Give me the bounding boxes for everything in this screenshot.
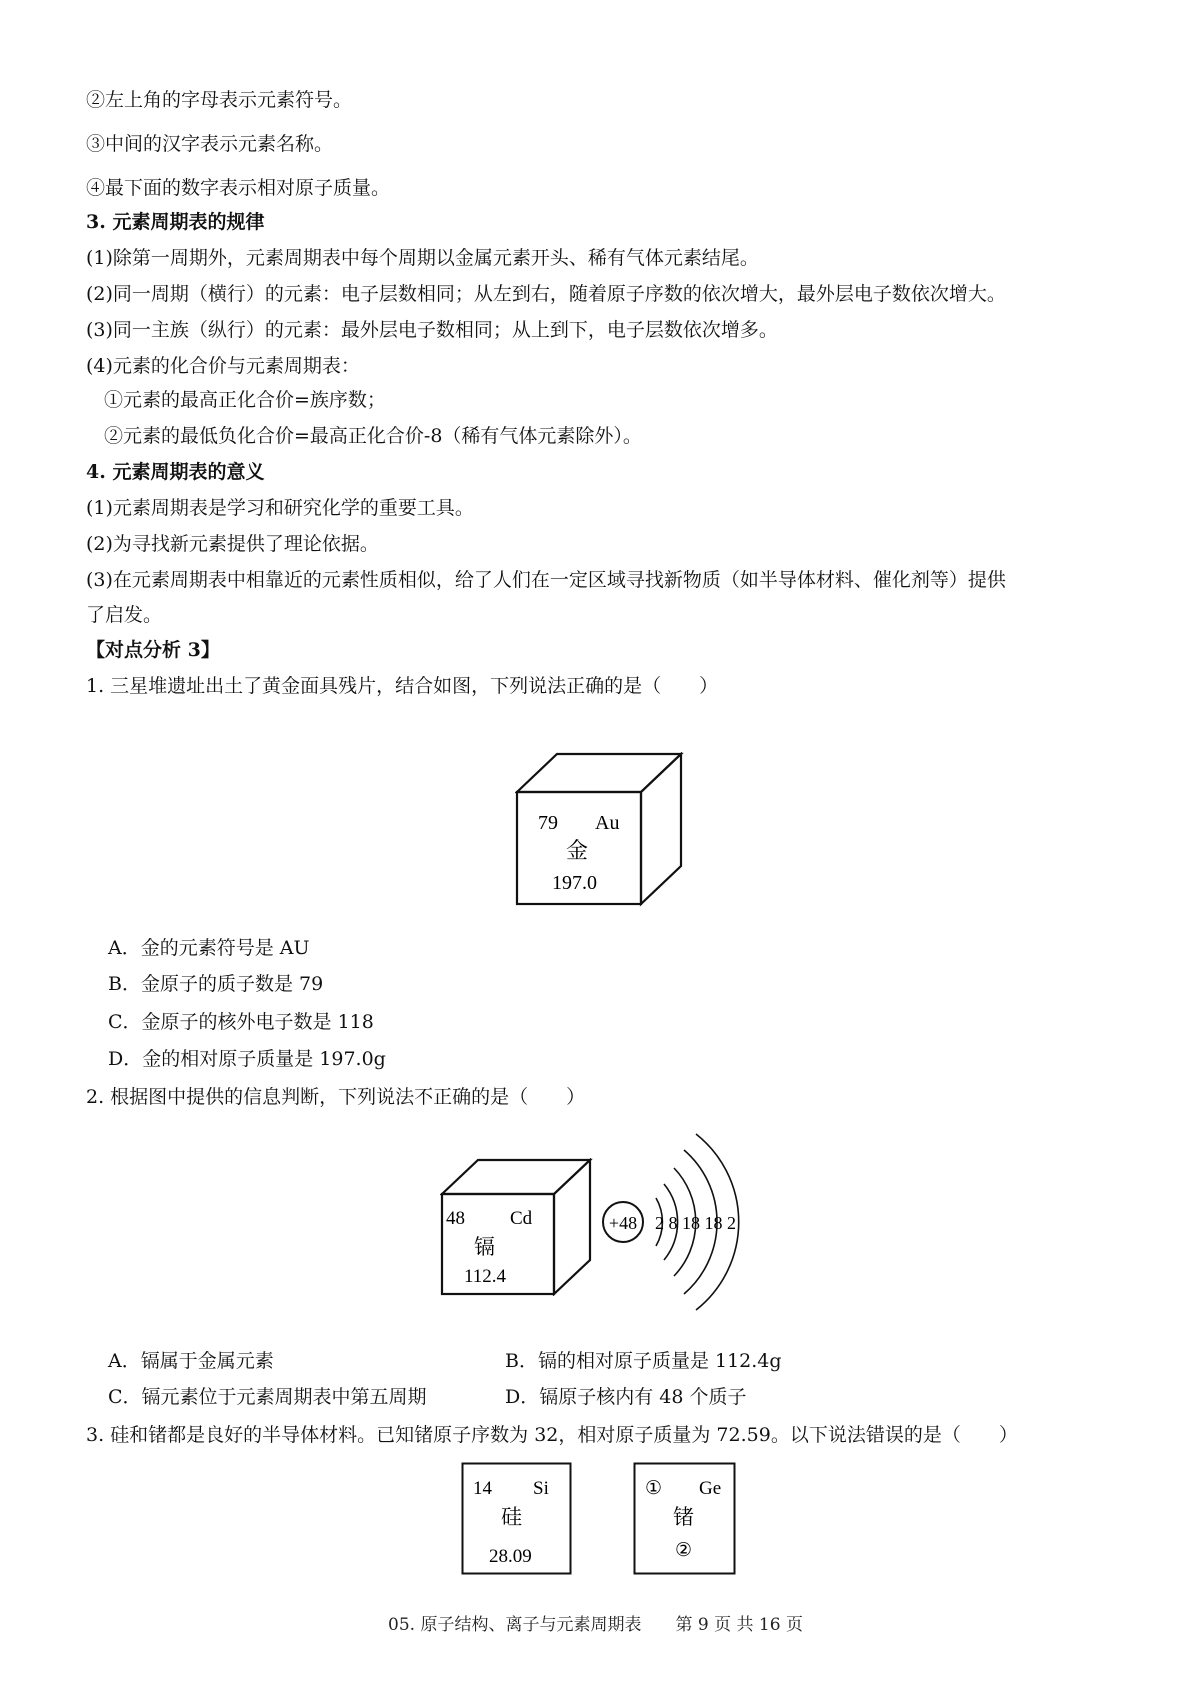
element-number: 48 xyxy=(446,1208,465,1229)
text-line: ③中间的汉字表示元素名称。 xyxy=(86,133,334,155)
question-2-stem: 2. 根据图中提供的信息判断，下列说法不正确的是（ ） xyxy=(86,1086,586,1108)
text-line: ②元素的最低负化合价=最高正化合价-8（稀有气体元素除外）。 xyxy=(104,425,642,447)
text-line: ②左上角的字母表示元素符号。 xyxy=(86,89,353,111)
question-3-stem: 3. 硅和锗都是良好的半导体材料。已知锗原子序数为 32，相对原子质量为 72.59。以下说法错误的是（ ） xyxy=(86,1424,1018,1446)
element-mass: 197.0 xyxy=(552,872,597,894)
element-name: 硅 xyxy=(501,1505,522,1529)
element-name: 金 xyxy=(566,838,589,863)
text-line: ④最下面的数字表示相对原子质量。 xyxy=(86,177,391,199)
nucleus-charge: +48 xyxy=(608,1213,638,1233)
text-line: (2)为寻找新元素提供了理论依据。 xyxy=(86,533,379,555)
element-name: 镉 xyxy=(474,1235,495,1259)
text-line: (2)同一周期（横行）的元素：电子层数相同；从左到右，随着原子序数的依次增大，最外层电子数依次增大。 xyxy=(86,283,1006,305)
option-d: D．金的相对原子质量是 197.0g xyxy=(108,1048,386,1070)
analysis-heading: 【对点分析 3】 xyxy=(86,639,220,661)
germanium-element-cell xyxy=(633,1462,737,1576)
element-name: 锗 xyxy=(673,1505,694,1529)
option-b: B．金原子的质子数是 79 xyxy=(108,973,324,995)
option-c: C．金原子的核外电子数是 118 xyxy=(108,1011,374,1033)
question-1-stem: 1. 三星堆遗址出土了黄金面具残片，结合如图，下列说法正确的是（ ） xyxy=(86,675,719,697)
option-b: B．镉的相对原子质量是 112.4g xyxy=(505,1350,782,1372)
text-line: (1)除第一周期外，元素周期表中每个周期以金属元素开头、稀有气体元素结尾。 xyxy=(86,247,759,269)
element-number: 79 xyxy=(538,812,558,834)
option-c: C．镉元素位于元素周期表中第五周期 xyxy=(108,1386,427,1408)
option-a: A．金的元素符号是 AU xyxy=(108,937,310,959)
page-footer: 05. 原子结构、离子与元素周期表 第 9 页 共 16 页 xyxy=(388,1615,803,1635)
option-a: A．镉属于金属元素 xyxy=(108,1350,274,1372)
element-mass: 112.4 xyxy=(464,1266,507,1287)
text-line: (3)在元素周期表中相靠近的元素性质相似，给了人们在一定区域寻找新物质（如半导体材料、催化剂等）提供 xyxy=(86,569,1006,591)
element-number: 14 xyxy=(473,1478,492,1499)
section-heading: 3. 元素周期表的规律 xyxy=(86,211,265,233)
element-symbol: Cd xyxy=(510,1208,533,1229)
text-line: (3)同一主族（纵行）的元素：最外层电子数相同；从上到下，电子层数依次增多。 xyxy=(86,319,778,341)
cadmium-element-cube xyxy=(440,1158,596,1296)
section-heading: 4. 元素周期表的意义 xyxy=(86,461,265,483)
element-symbol: Ge xyxy=(699,1478,722,1499)
silicon-element-cell xyxy=(461,1462,573,1576)
element-mass: 28.09 xyxy=(489,1546,532,1567)
cadmium-atom-structure-diagram xyxy=(598,1130,748,1314)
element-symbol: Si xyxy=(533,1478,549,1499)
option-d: D．镉原子核内有 48 个质子 xyxy=(505,1386,747,1408)
blank-1-marker: ① xyxy=(645,1478,663,1499)
text-line: (4)元素的化合价与元素周期表： xyxy=(86,355,360,377)
text-line: (1)元素周期表是学习和研究化学的重要工具。 xyxy=(86,497,474,519)
element-symbol: Au xyxy=(595,812,620,834)
blank-2-marker: ② xyxy=(675,1540,693,1561)
text-line: 了启发。 xyxy=(86,604,163,626)
gold-element-cube xyxy=(515,752,685,908)
text-line: ①元素的最高正化合价=族序数； xyxy=(104,389,386,411)
electron-shells: 2 8 18 18 2 xyxy=(655,1213,736,1233)
